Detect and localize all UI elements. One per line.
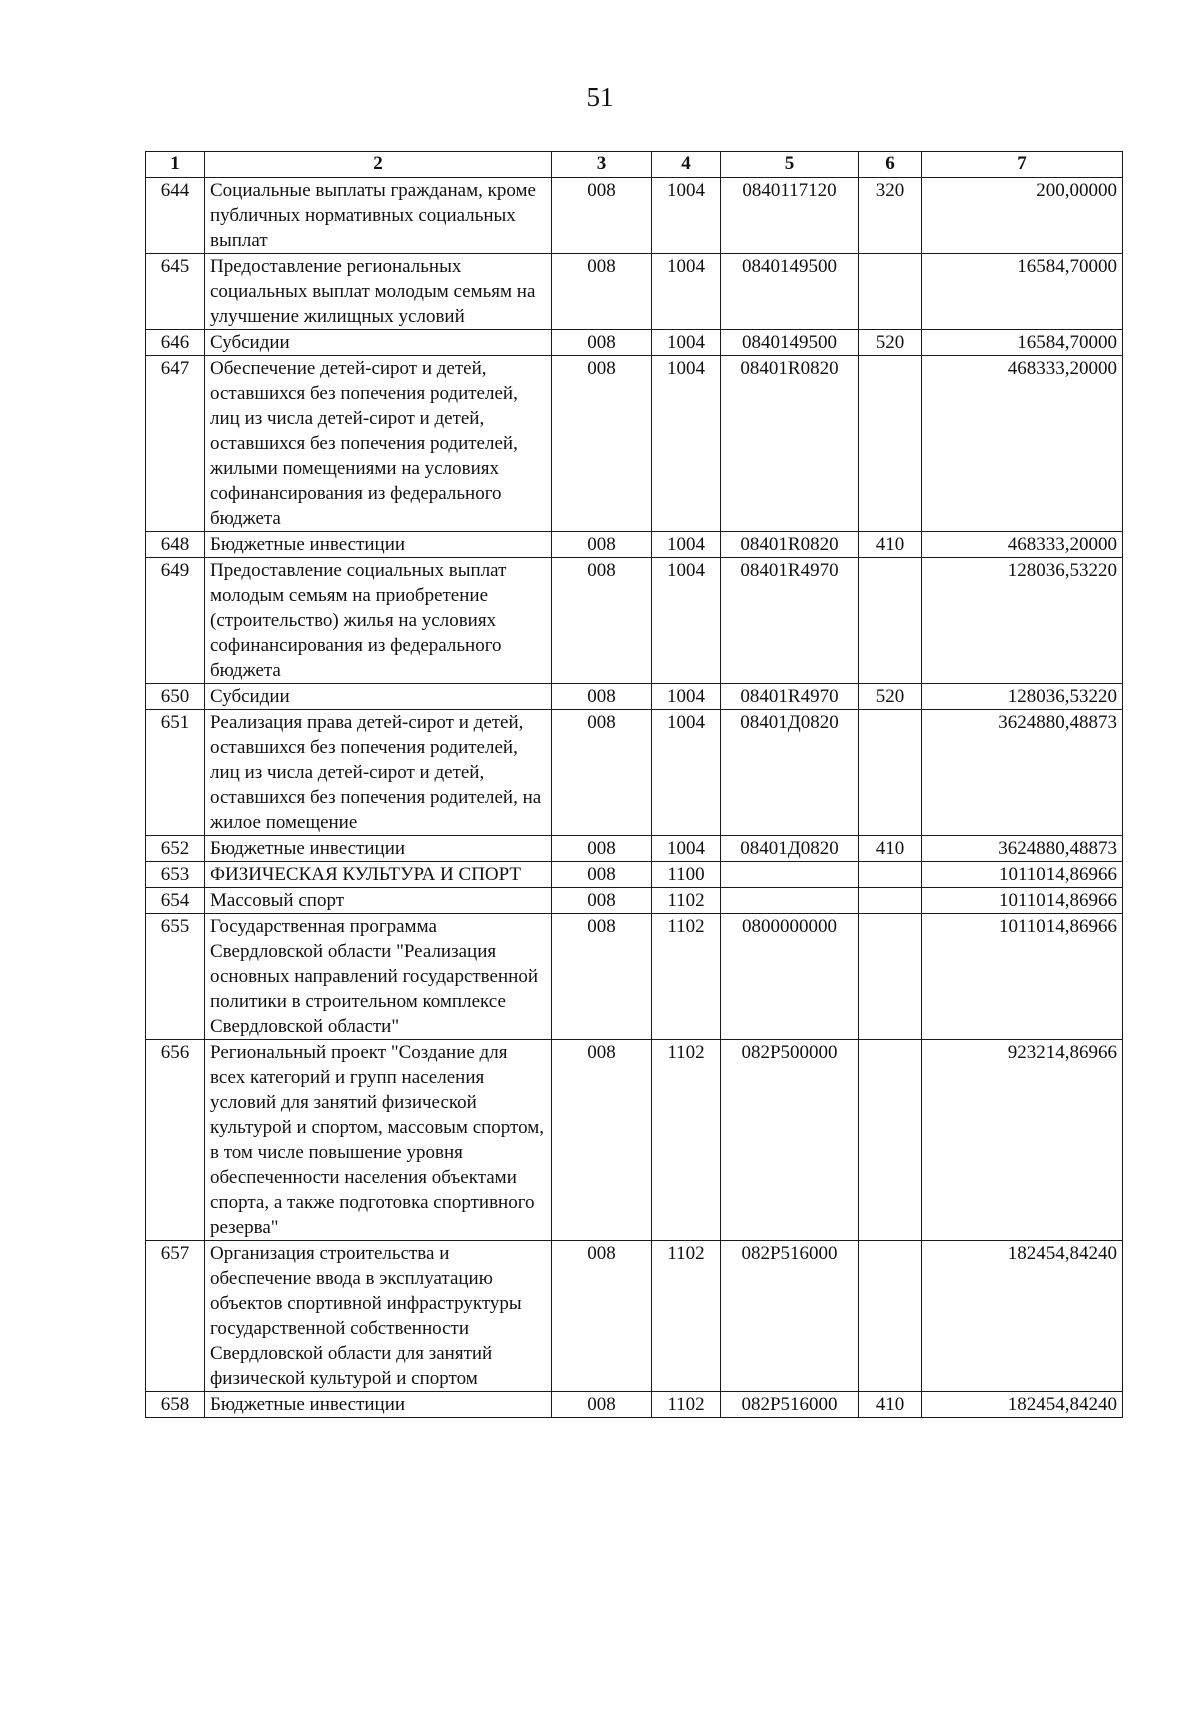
row-name-cell: Субсидии [205,684,552,710]
expense-type-cell [859,914,922,1040]
table-row [146,1241,1123,1392]
section-code-cell: 1102 [652,1241,721,1392]
department-code-cell: 008 [552,532,652,558]
section-code-cell: 1102 [652,1392,721,1418]
row-number-cell: 655 [146,914,205,1040]
section-code-cell: 1102 [652,914,721,1040]
amount-cell: 1011014,86966 [922,914,1123,1040]
section-code-cell: 1102 [652,1040,721,1241]
row-number-cell: 656 [146,1040,205,1241]
target-article-cell: 0840149500 [721,330,859,356]
table-row [146,836,1123,862]
page-number: 51 [586,82,614,112]
expense-type-cell [859,1040,922,1241]
row-name-cell: Обеспечение детей-сирот и детей, оставшихся без попечения родителей, лиц из числа детей-сирот и детей, оставшихся без попечения родителей, жилыми помещениями на условиях софинансирования из федерального бюджета [205,356,552,532]
expense-type-cell [859,254,922,330]
row-number-cell: 649 [146,558,205,684]
amount-cell: 16584,70000 [922,330,1123,356]
table-row [146,914,1123,1040]
expense-type-cell [859,710,922,836]
row-name-cell: Реализация права детей-сирот и детей, оставшихся без попечения родителей, лиц из числа детей-сирот и детей, оставшихся без попечения родителей, на жилое помещение [205,710,552,836]
section-code-cell: 1004 [652,836,721,862]
department-code-cell: 008 [552,914,652,1040]
amount-cell: 182454,84240 [922,1392,1123,1418]
target-article-cell: 08401R0820 [721,532,859,558]
expense-type-cell [859,356,922,532]
row-name-cell: Социальные выплаты гражданам, кроме публичных нормативных социальных выплат [205,178,552,254]
department-code-cell: 008 [552,330,652,356]
header-col-6: 6 [859,152,922,178]
header-col-7: 7 [922,152,1123,178]
amount-cell: 182454,84240 [922,1241,1123,1392]
table-row [146,1392,1123,1418]
section-code-cell: 1102 [652,888,721,914]
row-number-cell: 648 [146,532,205,558]
header-col-3: 3 [552,152,652,178]
section-code-cell: 1004 [652,684,721,710]
department-code-cell: 008 [552,1040,652,1241]
table-row [146,254,1123,330]
expense-type-cell: 410 [859,532,922,558]
header-col-1: 1 [146,152,205,178]
expense-type-cell: 410 [859,1392,922,1418]
row-number-cell: 657 [146,1241,205,1392]
row-name-cell: Субсидии [205,330,552,356]
department-code-cell: 008 [552,888,652,914]
table-row [146,684,1123,710]
table-row [146,862,1123,888]
table-row [146,1040,1123,1241]
amount-cell: 1011014,86966 [922,862,1123,888]
target-article-cell: 082P500000 [721,1040,859,1241]
expense-type-cell [859,862,922,888]
target-article-cell: 08401R4970 [721,558,859,684]
expense-type-cell: 320 [859,178,922,254]
amount-cell: 200,00000 [922,178,1123,254]
row-number-cell: 645 [146,254,205,330]
section-code-cell: 1004 [652,710,721,836]
section-code-cell: 1004 [652,532,721,558]
department-code-cell: 008 [552,356,652,532]
row-number-cell: 650 [146,684,205,710]
target-article-cell [721,888,859,914]
row-name-cell: Организация строительства и обеспечение ввода в эксплуатацию объектов спортивной инфраструктуры государственной собственности Свердловской области для занятий физической культурой и спортом [205,1241,552,1392]
header-row [146,152,1123,178]
section-code-cell: 1004 [652,254,721,330]
table-row [146,558,1123,684]
department-code-cell: 008 [552,1392,652,1418]
expense-type-cell [859,888,922,914]
section-code-cell: 1004 [652,330,721,356]
expense-type-cell [859,1241,922,1392]
department-code-cell: 008 [552,684,652,710]
row-number-cell: 658 [146,1392,205,1418]
row-name-cell: Бюджетные инвестиции [205,836,552,862]
department-code-cell: 008 [552,1241,652,1392]
expense-type-cell: 520 [859,330,922,356]
target-article-cell: 08401Д0820 [721,710,859,836]
table-row [146,178,1123,254]
row-number-cell: 654 [146,888,205,914]
department-code-cell: 008 [552,862,652,888]
department-code-cell: 008 [552,558,652,684]
department-code-cell: 008 [552,178,652,254]
table-row [146,356,1123,532]
table-row [146,888,1123,914]
table-body [146,178,1123,1418]
table-header [146,152,1123,178]
row-number-cell: 647 [146,356,205,532]
row-name-cell: Бюджетные инвестиции [205,532,552,558]
row-name-cell: Региональный проект "Создание для всех категорий и групп населения условий для занятий физической культурой и спортом, массовым спортом, в том числе повышение уровня обеспеченности населения объектами спорта, а также подготовка спортивного резерва" [205,1040,552,1241]
header-col-5: 5 [721,152,859,178]
amount-cell: 3624880,48873 [922,710,1123,836]
section-code-cell: 1004 [652,356,721,532]
target-article-cell: 08401Д0820 [721,836,859,862]
target-article-cell: 0840117120 [721,178,859,254]
target-article-cell: 08401R0820 [721,356,859,532]
row-number-cell: 644 [146,178,205,254]
row-name-cell: Бюджетные инвестиции [205,1392,552,1418]
target-article-cell: 0800000000 [721,914,859,1040]
table-row [146,532,1123,558]
target-article-cell: 0840149500 [721,254,859,330]
row-number-cell: 653 [146,862,205,888]
amount-cell: 128036,53220 [922,684,1123,710]
target-article-cell [721,862,859,888]
table-row [146,330,1123,356]
department-code-cell: 008 [552,836,652,862]
expense-type-cell: 520 [859,684,922,710]
amount-cell: 468333,20000 [922,356,1123,532]
expense-type-cell [859,558,922,684]
target-article-cell: 082P516000 [721,1392,859,1418]
department-code-cell: 008 [552,254,652,330]
header-col-4: 4 [652,152,721,178]
row-number-cell: 651 [146,710,205,836]
section-code-cell: 1004 [652,178,721,254]
section-code-cell: 1100 [652,862,721,888]
target-article-cell: 08401R4970 [721,684,859,710]
amount-cell: 468333,20000 [922,532,1123,558]
row-number-cell: 652 [146,836,205,862]
budget-table [145,151,1123,1418]
section-code-cell: 1004 [652,558,721,684]
amount-cell: 16584,70000 [922,254,1123,330]
amount-cell: 128036,53220 [922,558,1123,684]
row-name-cell: Массовый спорт [205,888,552,914]
amount-cell: 923214,86966 [922,1040,1123,1241]
header-col-2: 2 [205,152,552,178]
expense-type-cell: 410 [859,836,922,862]
row-name-cell: Предоставление социальных выплат молодым семьям на приобретение (строительство) жилья на условиях софинансирования из федерального бюджета [205,558,552,684]
table-row [146,710,1123,836]
row-name-cell: ФИЗИЧЕСКАЯ КУЛЬТУРА И СПОРТ [205,862,552,888]
department-code-cell: 008 [552,710,652,836]
target-article-cell: 082P516000 [721,1241,859,1392]
row-name-cell: Предоставление региональных социальных выплат молодым семьям на улучшение жилищных условий [205,254,552,330]
row-name-cell: Государственная программа Свердловской области "Реализация основных направлений государственной политики в строительном комплексе Свердловской области" [205,914,552,1040]
amount-cell: 1011014,86966 [922,888,1123,914]
row-number-cell: 646 [146,330,205,356]
amount-cell: 3624880,48873 [922,836,1123,862]
